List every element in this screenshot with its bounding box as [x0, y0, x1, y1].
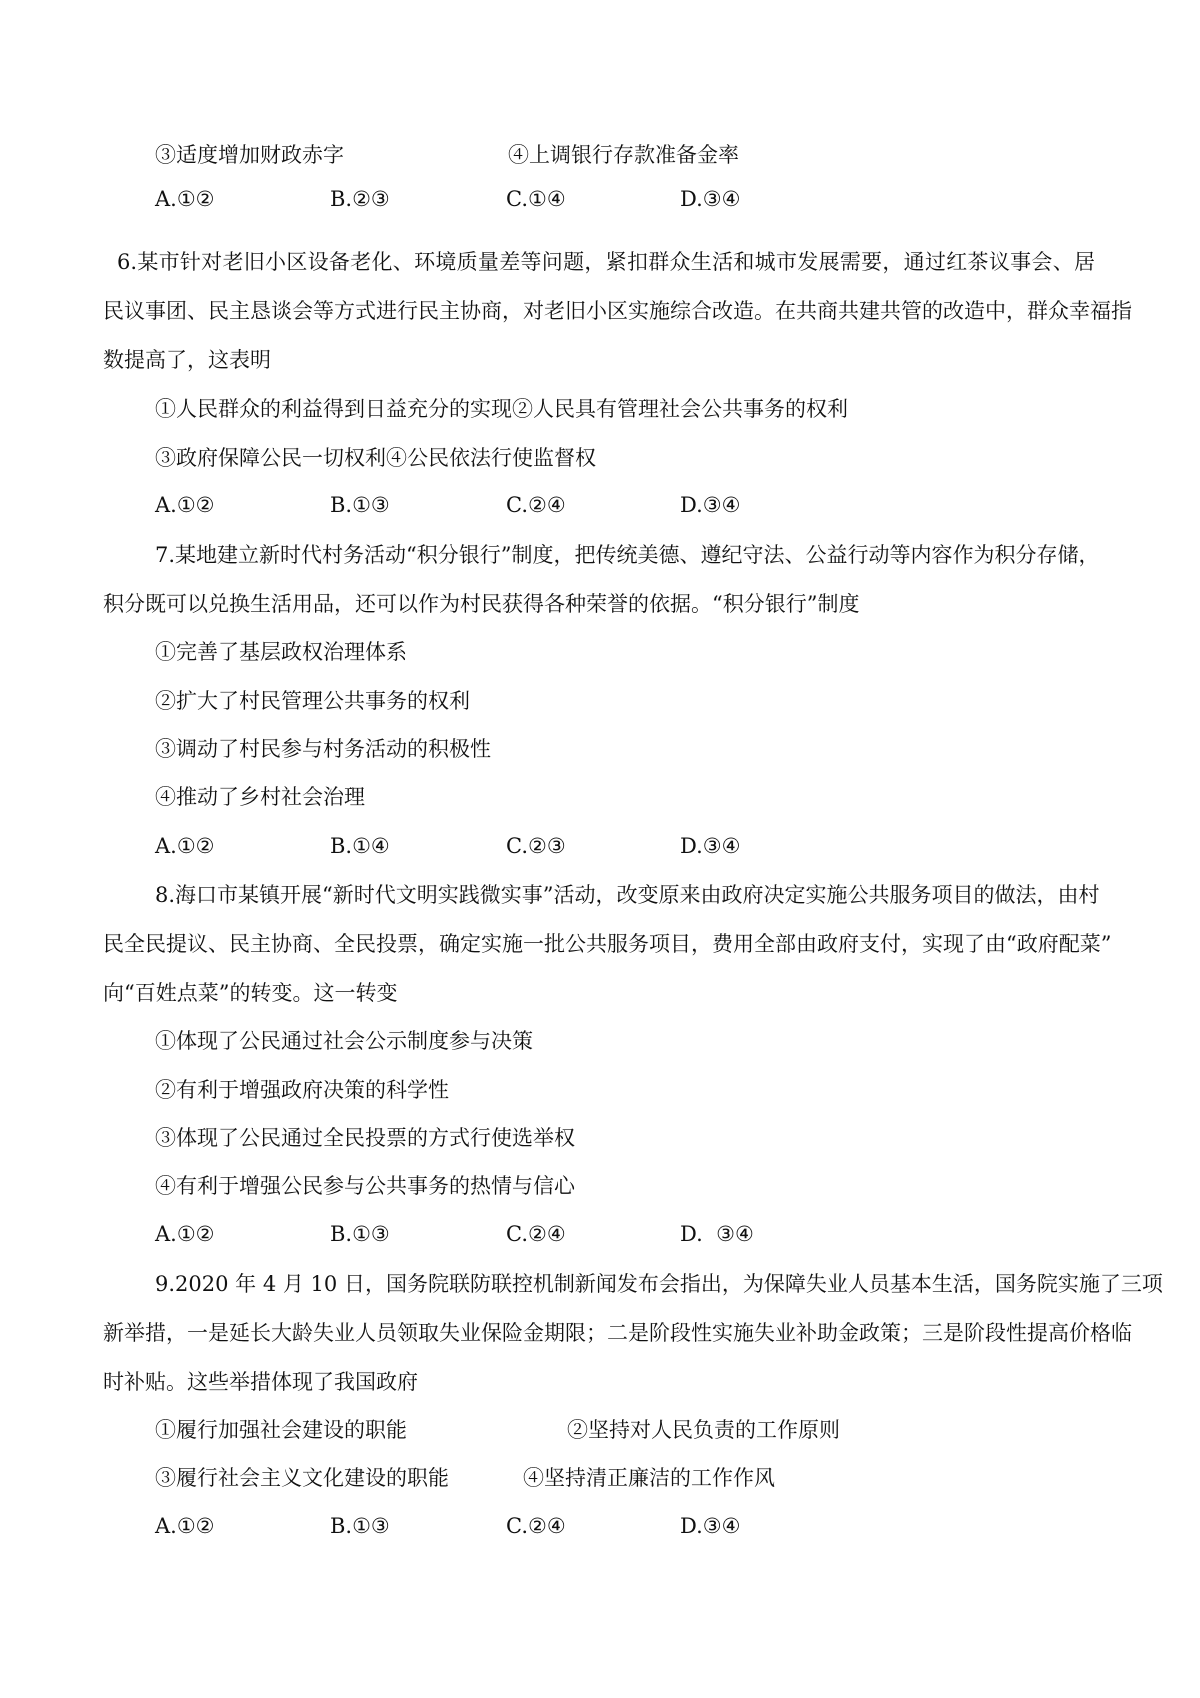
q7-stem-line-2: 积分既可以兑换生活用品，还可以作为村民获得各种荣誉的依据。“积分银行”制度 — [103, 592, 860, 616]
q8-statement-4: ④有利于增强公民参与公共事务的热情与信心 — [155, 1174, 575, 1198]
q7-choice-d: D.③④ — [680, 834, 741, 858]
q6-statement-2: ③政府保障公民一切权利④公民依法行使监督权 — [155, 446, 596, 470]
q9-stem-line-1: 9.2020 年 4 月 10 日，国务院联防联控机制新闻发布会指出，为保障失业人员基本生活，国务院实施了三项 — [155, 1272, 1163, 1296]
q7-statement-2: ②扩大了村民管理公共事务的权利 — [155, 689, 470, 713]
q6-statement-1: ①人民群众的利益得到日益充分的实现②人民具有管理社会公共事务的权利 — [155, 397, 848, 421]
q9-choice-d: D.③④ — [680, 1514, 741, 1538]
q8-stem-line-2: 民全民提议、民主协商、全民投票，确定实施一批公共服务项目，费用全部由政府支付，实现了由“政府配菜” — [103, 932, 1112, 956]
q8-choice-d: D. ③④ — [680, 1222, 754, 1246]
q7-choice-b: B.①④ — [330, 834, 390, 858]
q9-stem-line-2: 新举措，一是延长大龄失业人员领取失业保险金期限；二是阶段性实施失业补助金政策；三是阶段性提高价格临 — [103, 1321, 1132, 1345]
q5-statement-3: ③适度增加财政赤字 — [155, 143, 344, 167]
q7-choice-c: C.②③ — [506, 834, 566, 858]
q9-stem-line-3: 时补贴。这些举措体现了我国政府 — [103, 1370, 418, 1394]
q9-statement-2: ②坚持对人民负责的工作原则 — [567, 1418, 840, 1442]
q5-choice-c: C.①④ — [506, 187, 566, 211]
q6-choice-c: C.②④ — [506, 493, 566, 517]
q6-stem-line-1: 6.某市针对老旧小区设备老化、环境质量差等问题，紧扣群众生活和城市发展需要，通过红茶议事会、居 — [117, 250, 1095, 274]
q6-choice-b: B.①③ — [330, 493, 390, 517]
q7-statement-1: ①完善了基层政权治理体系 — [155, 640, 407, 664]
q8-stem-line-3: 向“百姓点菜”的转变。这一转变 — [103, 981, 398, 1005]
q7-choice-a: A.①② — [155, 834, 215, 858]
q7-statement-4: ④推动了乡村社会治理 — [155, 785, 365, 809]
q5-choice-b: B.②③ — [330, 187, 390, 211]
q9-choice-a: A.①② — [155, 1514, 215, 1538]
q7-statement-3: ③调动了村民参与村务活动的积极性 — [155, 737, 491, 761]
q8-statement-1: ①体现了公民通过社会公示制度参与决策 — [155, 1029, 533, 1053]
q9-choice-b: B.①③ — [330, 1514, 390, 1538]
q6-choice-d: D.③④ — [680, 493, 741, 517]
q7-stem-line-1: 7.某地建立新时代村务活动“积分银行”制度，把传统美德、遵纪守法、公益行动等内容作为积分存储， — [155, 543, 1100, 567]
q8-statement-3: ③体现了公民通过全民投票的方式行使选举权 — [155, 1126, 575, 1150]
q8-choice-b: B.①③ — [330, 1222, 390, 1246]
q5-choice-a: A.①② — [155, 187, 215, 211]
q5-statement-4: ④上调银行存款准备金率 — [508, 143, 739, 167]
q9-choice-c: C.②④ — [506, 1514, 566, 1538]
q6-stem-line-2: 民议事团、民主恳谈会等方式进行民主协商，对老旧小区实施综合改造。在共商共建共管的改造中，群众幸福指 — [103, 299, 1132, 323]
q9-statement-1: ①履行加强社会建设的职能 — [155, 1418, 407, 1442]
q9-statement-4: ④坚持清正廉洁的工作作风 — [523, 1466, 775, 1490]
q6-stem-line-3: 数提高了，这表明 — [103, 348, 271, 372]
q9-statement-3: ③履行社会主义文化建设的职能 — [155, 1466, 449, 1490]
q8-statement-2: ②有利于增强政府决策的科学性 — [155, 1078, 449, 1102]
q8-choice-c: C.②④ — [506, 1222, 566, 1246]
q8-stem-line-1: 8.海口市某镇开展“新时代文明实践微实事”活动，改变原来由政府决定实施公共服务项目的做法，由村 — [155, 883, 1100, 907]
q5-choice-d: D.③④ — [680, 187, 741, 211]
q6-choice-a: A.①② — [155, 493, 215, 517]
q8-choice-a: A.①② — [155, 1222, 215, 1246]
